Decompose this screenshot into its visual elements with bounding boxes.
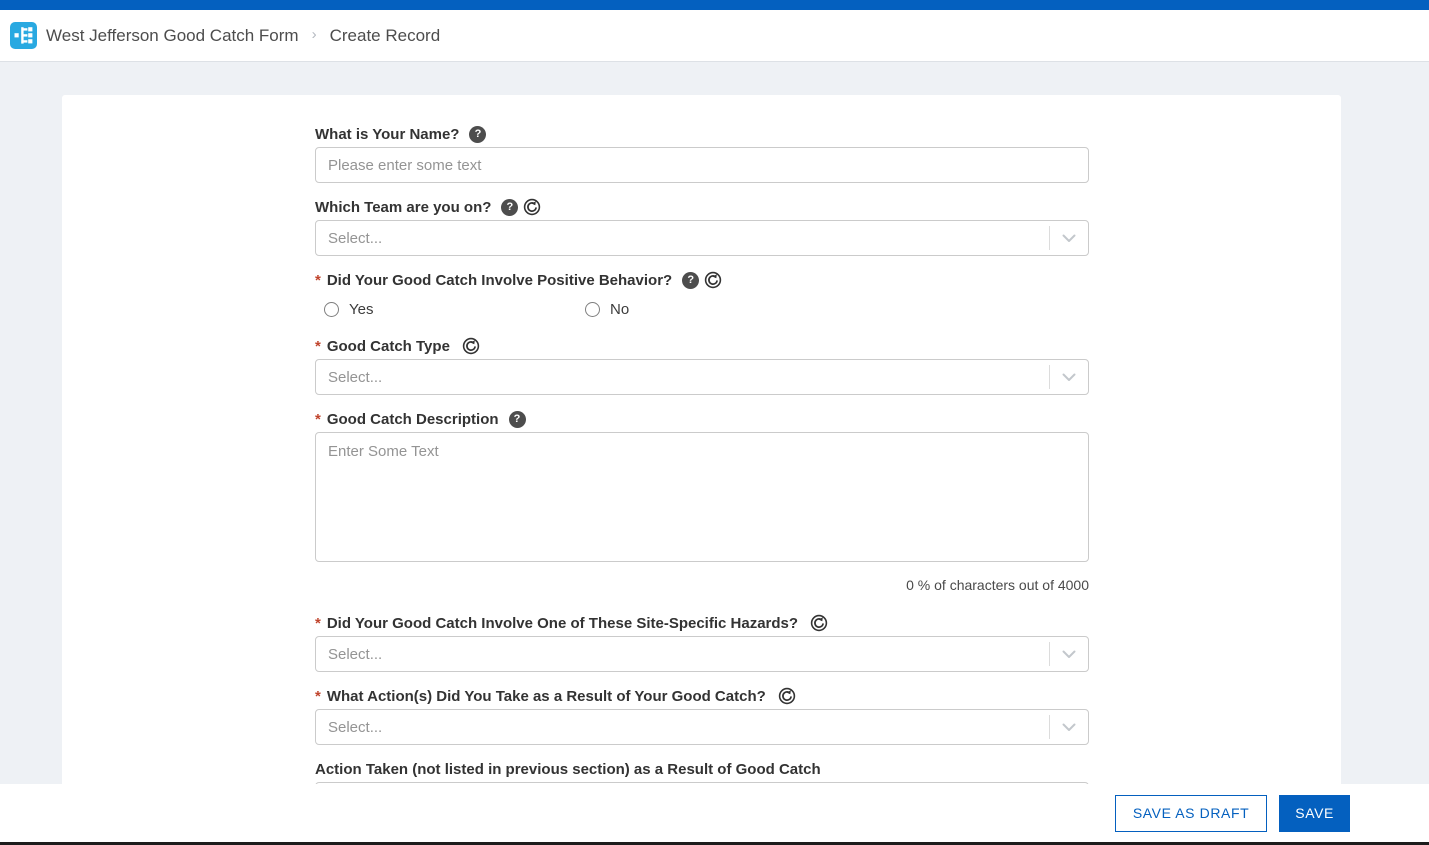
select-placeholder: Select... (328, 229, 383, 247)
help-icon[interactable]: ? (509, 411, 526, 428)
save-button[interactable]: SAVE (1279, 795, 1350, 832)
field-label: Action Taken (not listed in previous section) as a Result of Good Catch (315, 760, 821, 778)
field-label: Good Catch Description (326, 410, 499, 428)
field-body (315, 359, 1089, 395)
field-body (315, 299, 1089, 319)
refresh-icon[interactable] (810, 614, 828, 632)
form-field (315, 125, 1089, 183)
field-label-icons (679, 271, 722, 289)
form-field (315, 271, 1089, 319)
required-asterisk: * (315, 271, 321, 289)
select-addon (1049, 710, 1088, 744)
radio-option[interactable] (324, 299, 585, 319)
form-tree-glyph (14, 26, 33, 45)
top-accent-bar (0, 0, 1429, 10)
select-addon (1049, 221, 1088, 255)
field-label-row (315, 410, 1089, 428)
required-asterisk: * (315, 687, 321, 705)
field-label-icons (466, 126, 486, 143)
field-label-icons (773, 687, 796, 705)
refresh-icon[interactable] (704, 271, 722, 289)
field-label: Did Your Good Catch Involve One of These Site-Specific Hazards? (326, 614, 799, 632)
refresh-icon[interactable] (778, 687, 796, 705)
form-field (315, 337, 1089, 395)
form-field (315, 410, 1089, 593)
field-label-row (315, 614, 1089, 632)
chevron-down-icon[interactable] (1050, 650, 1088, 659)
form-field (315, 687, 1089, 745)
select-placeholder: Select... (328, 368, 383, 386)
field-label: What is Your Name? (315, 125, 460, 143)
select-addon (1049, 637, 1088, 671)
select-placeholder: Select... (328, 718, 383, 736)
radio-group (315, 299, 1089, 319)
chevron-down-icon[interactable] (1050, 723, 1088, 732)
refresh-icon[interactable] (523, 198, 541, 216)
radio-label: Yes (349, 300, 374, 318)
footer-action-bar (0, 784, 1429, 842)
field-label-icons (805, 614, 828, 632)
text-input[interactable] (315, 147, 1089, 183)
field-body (315, 147, 1089, 183)
header (0, 10, 1429, 62)
field-label-row (315, 271, 1089, 289)
form-card (62, 95, 1341, 845)
field-body (315, 709, 1089, 745)
field-label: Which Team are you on? (315, 198, 492, 216)
form-field (315, 198, 1089, 256)
save-as-draft-button[interactable]: SAVE AS DRAFT (1115, 795, 1267, 832)
form-field (315, 614, 1089, 672)
field-label-icons (457, 337, 480, 355)
select-addon (1049, 360, 1088, 394)
field-label-row (315, 125, 1089, 143)
field-label-icons (506, 411, 526, 428)
required-asterisk: * (315, 614, 321, 632)
chevron-right-icon: › (311, 26, 317, 43)
main-area (0, 95, 1429, 845)
select-dropdown[interactable] (315, 709, 1089, 745)
help-icon[interactable]: ? (682, 272, 699, 289)
radio-option[interactable] (585, 299, 846, 319)
chevron-down-icon[interactable] (1050, 373, 1088, 382)
field-label: What Action(s) Did You Take as a Result of Your Good Catch? (326, 687, 766, 705)
required-asterisk: * (315, 337, 321, 355)
chevron-down-icon[interactable] (1050, 234, 1088, 243)
app-logo-icon[interactable] (10, 22, 37, 49)
breadcrumb-current-page: Create Record (329, 25, 441, 45)
field-body (315, 220, 1089, 256)
help-icon[interactable]: ? (501, 199, 518, 216)
field-body (315, 432, 1089, 593)
field-label: Did Your Good Catch Involve Positive Behavior? (326, 271, 673, 289)
field-label-row (315, 337, 1089, 355)
field-label-row (315, 687, 1089, 705)
field-label-row (315, 760, 1089, 778)
radio-label: No (610, 300, 630, 318)
description-textarea[interactable] (315, 432, 1089, 562)
refresh-icon[interactable] (462, 337, 480, 355)
field-body (315, 636, 1089, 672)
field-label: Good Catch Type (326, 337, 450, 355)
field-label-row (315, 198, 1089, 216)
field-label-icons (498, 198, 541, 216)
breadcrumb (46, 26, 440, 46)
select-dropdown[interactable] (315, 636, 1089, 672)
radio-button-icon[interactable] (324, 302, 339, 317)
breadcrumb-app-title[interactable]: West Jefferson Good Catch Form (46, 25, 299, 45)
help-icon[interactable]: ? (469, 126, 486, 143)
radio-button-icon[interactable] (585, 302, 600, 317)
required-asterisk: * (315, 410, 321, 428)
character-counter: 0 % of characters out of 4000 (906, 577, 1089, 593)
select-dropdown[interactable] (315, 220, 1089, 256)
select-dropdown[interactable] (315, 359, 1089, 395)
select-placeholder: Select... (328, 645, 383, 663)
form-fields (315, 125, 1089, 818)
